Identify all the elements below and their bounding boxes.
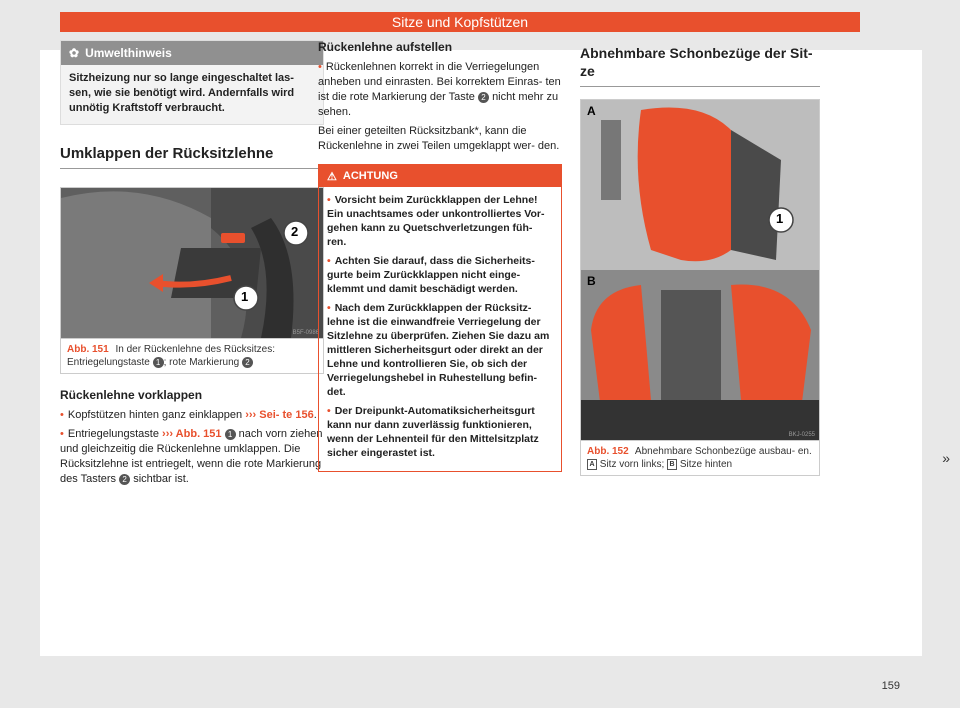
- warning-icon: ⚠: [327, 170, 337, 183]
- page-number: 159: [881, 680, 900, 692]
- fold-step-2: • Entriegelungstaste ››› Abb. 151 1 nach vorn ziehen und gleichzeitig die Rückenlehne umklappen. Die Rücksitzlehne ist entriegelt, wenn die rote Markierung des Tasters 2 sichtbar ist.: [60, 427, 324, 487]
- raise-title: Rückenlehne aufstellen: [318, 40, 453, 54]
- figure-152: [580, 99, 820, 441]
- column-left: [60, 40, 324, 491]
- warning-title: ACHTUNG: [342, 170, 398, 182]
- figure-label-b: B: [587, 274, 596, 288]
- callout-1: 1: [241, 289, 249, 304]
- section-title-fold: Umklappen der Rücksitzlehne: [60, 145, 324, 169]
- callout-1: 1: [776, 211, 784, 226]
- warning-item: • Achten Sie darauf, dass die Sicherheits- gurte beim Zurückklappen nicht einge- klemmt und damit beschädigt werden.: [327, 254, 553, 296]
- environment-note-title: Umwelthinweis: [85, 46, 172, 60]
- seat-covers-illustration: [581, 100, 819, 440]
- raise-step-1: • Rückenlehnen korrekt in die Verriegelungen anheben und einrasten. Bei korrektem Einras- ten ist die rote Markierung der Taste 2 nicht mehr zu sehen.: [318, 60, 562, 120]
- fold-step-1: • Kopfstützen hinten ganz einklappen ››› Sei- te 156.: [60, 408, 324, 423]
- leaf-icon: ✿: [69, 46, 80, 60]
- callout-2: 2: [291, 224, 299, 239]
- section-title-covers: Abnehmbare Schonbezüge der Sit- ze: [580, 40, 820, 87]
- figure-152-caption: Abb. 152 Abnehmbare Schonbezüge ausbau- en. A Sitz vorn links; B Sitze hinten: [580, 441, 820, 476]
- warning-item: • Vorsicht beim Zurückklappen der Lehne! Ein unachtsames oder unkontrolliertes Vor- gehen kann zu Quetschverletzungen füh- ren.: [327, 193, 553, 249]
- figure-151: [60, 187, 324, 339]
- figure-code: B5F-0986: [292, 330, 319, 336]
- figure-label-a: A: [587, 104, 596, 118]
- figure-code: BKJ-0255: [788, 432, 815, 438]
- figure-151-caption: Abb. 151 In der Rückenlehne des Rücksitzes: Entriegelungstaste 1 ; rote Markierung 2: [60, 339, 324, 374]
- environment-note: [60, 40, 324, 125]
- continue-mark: »: [942, 450, 950, 466]
- column-right: [580, 40, 820, 476]
- fold-title: Rückenlehne vorklappen: [60, 388, 203, 402]
- page-header: Sitze und Kopfstützen: [60, 12, 860, 32]
- column-middle: [318, 40, 562, 472]
- warning-item: • Der Dreipunkt-Automatiksicherheitsgurt kann nur dann zuverlässig funktionieren, wenn der Lehnenteil für den Mittelsitzplatz sicher eingerastet ist.: [327, 404, 553, 460]
- raise-paragraph: Bei einer geteilten Rücksitzbank*, kann die Rückenlehne in zwei Teilen umgeklappt wer- den.: [318, 125, 560, 152]
- seat-release-illustration: [61, 188, 324, 338]
- warning-box: [318, 164, 562, 472]
- environment-note-text: Sitzheizung nur so lange eingeschaltet las- sen, wie sie benötigt wird. Andernfalls wird unnötig Kraftstoff verbraucht.: [69, 72, 295, 114]
- warning-item: • Nach dem Zurückklappen der Rücksitz- lehne ist die einwandfreie Verriegelung der Sitzlehne zu überprüfen. Ziehen Sie dazu am mittleren Sicherheitsgurt oder direkt an der Lehne und kontrollieren Sie, ob sich der Verriegelungshebel in Ruhestellung befin- det.: [327, 301, 553, 399]
